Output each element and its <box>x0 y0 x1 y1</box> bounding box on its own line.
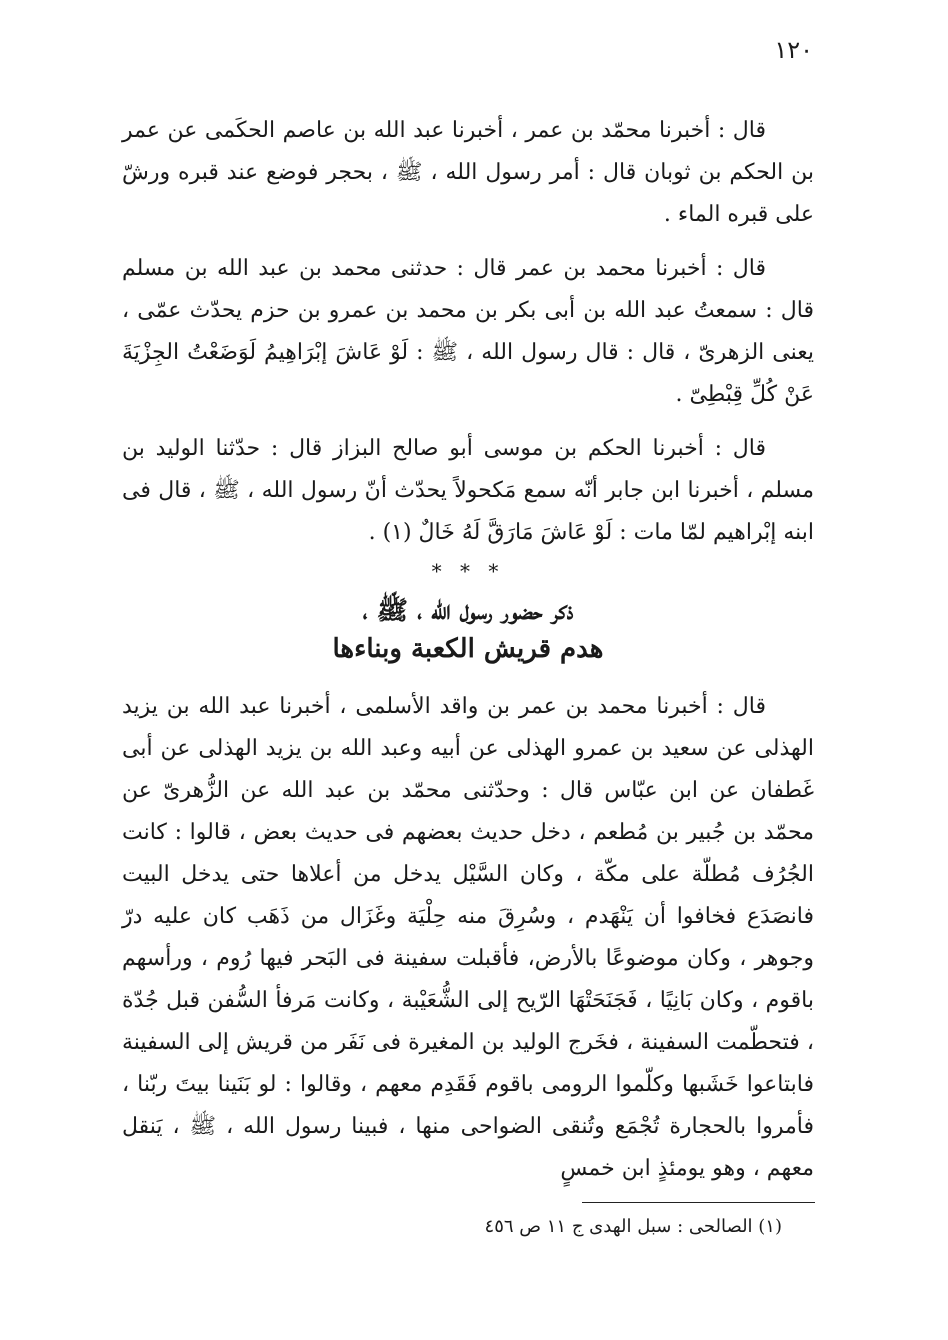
section-heading-line-1: ذكر حضور رسول الله ، ﷺ ، <box>362 596 574 626</box>
paragraph-4: قال : أخبرنا محمد بن عمر بن واقد الأسلمى ، أخبرنا عبد الله بن يزيد الهذلى عن سعيد بن عمرو الهذلى عن أبيه وعبد الله بن يزيد الهذلى عن أبى غَطفان عن ابن عبّاس قال : وحدّثنى محمّد بن عبد الله عن الزُّهرىّ عن محمّد بن جُبير بن مُطعم ، دخل حديث بعضهم فى حديث بعض ، قالوا : كانت الجُرُف مُطلّة على مكّة ، وكان السَّيْل يدخل من أعلاها حتى يدخل البيت فانصَدَع فخافوا أن يَنْهَدم ، وسُرِقَ منه حِلْيَة وغَزَال من ذَهَب كان عليه درّ وجوهر ، وكان موضوعًا بالأرض، فأقبلت سفينة فى البَحر فيها رُوم ، ورأسهم باقوم ، وكان بَانِيًا ، فَجَنَحَتْهَا الرّيح إلى الشُّعَيْبة ، وكانت مَرفأ السُّفن قبل جُدّة ، فتحطّمت السفينة ، فخَرج الوليد بن المغيرة فى نَفَر من قريش إلى السفينة فابتاعوا خَشَبها وكلّموا الرومى باقوم فَقَدِم معهم ، وقالوا : لو بَنَينا بيتَ ربّنا ، فأمروا بالحجارة تُجْمَع وتُنقى الضواحى منها ، فبينا رسول الله ، ﷺ ، يَنقل معهم ، وهو يومئذٍ ابن خمسٍ <box>122 694 814 1181</box>
section-heading <box>122 592 814 668</box>
section-divider: * * * <box>431 559 505 583</box>
footnote: (١) الصالحى : سبل الهدى ج ١١ ص ٤٥٦ <box>484 1216 782 1237</box>
paragraph-3: قال : أخبرنا الحكم بن موسى أبو صالح البزاز قال : حدّثنا الوليد بن مسلم ، أخبرنا ابن جابر أنّه سمع مَكحولاً يحدّث أنّ رسول الله ، ﷺ ، قال فى ابنه إبْراهيم لمّا مات : لَوْ عَاشَ مَارَقَّ لَهُ خَالٌ (١) . <box>122 436 814 545</box>
footnote-separator <box>582 1202 815 1203</box>
page-body <box>122 110 814 1190</box>
paragraph-2: قال : أخبرنا محمد بن عمر قال : حدثنى محمد بن عبد الله بن مسلم قال : سمعتُ عبد الله بن أبى بكر بن محمد بن عمرو بن حزم يحدّث عمّى ، يعنى الزهرىّ ، قال : قال رسول الله ، ﷺ : لَوْ عَاشَ إبْرَاهِيمُ لَوَضَعْتُ الجِزْيَةَ عَنْ كُلِّ قِبْطِىّ . <box>122 256 814 407</box>
page-number: ١٢٠ <box>774 36 813 64</box>
section-heading-line-2: هدم قريش الكعبة وبناءها <box>332 634 604 664</box>
paragraph-1: قال : أخبرنا محمّد بن عمر ، أخبرنا عبد الله بن عاصم الحكَمى عن عمر بن الحكم بن ثوبان قال : أمر رسول الله ، ﷺ ، بحجر فوضع عند قبره ورشّ على قبره الماء . <box>122 118 814 227</box>
